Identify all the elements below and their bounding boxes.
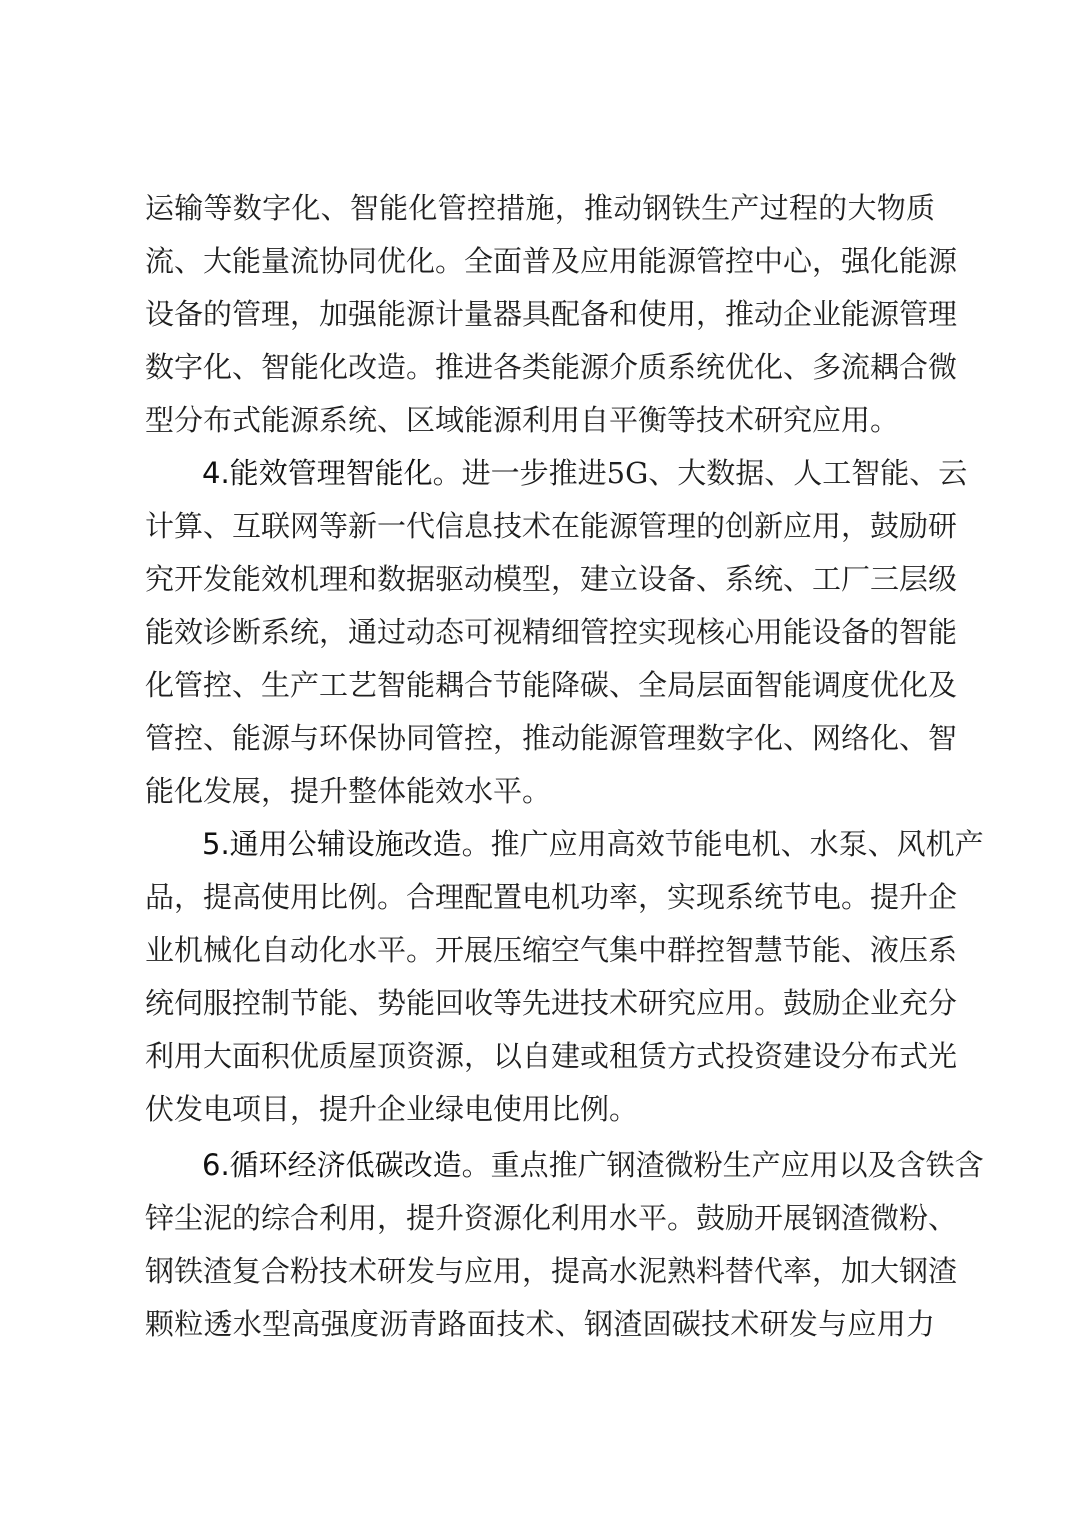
section-4-text: 。进一步推进5G、大数据、人工智能、云 (432, 456, 968, 490)
section-6-text: 。重点推广钢渣微粉生产应用以及含铁含 (461, 1148, 984, 1182)
paragraph-line: 钢铁渣复合粉技术研发与应用，提高水泥熟料替代率，加大钢渣 (145, 1254, 958, 1288)
section-6-first-line (202, 1139, 984, 1192)
paragraph-line: 能效诊断系统，通过动态可视精细管控实现核心用能设备的智能 (145, 615, 958, 649)
paragraph-line: 运输等数字化、智能化管控措施，推动钢铁生产过程的大物质 (145, 191, 935, 225)
paragraph-line: 管控、能源与环保协同管控，推动能源管理数字化、网络化、智 (145, 721, 958, 755)
paragraph-line: 化管控、生产工艺智能耦合节能降碳、全局层面智能调度优化及 (145, 668, 958, 702)
section-5-first-line (202, 818, 984, 871)
paragraph-line: 能化发展，提升整体能效水平。 (145, 774, 552, 808)
section-5-text: 。推广应用高效节能电机、水泵、风机产 (461, 827, 984, 861)
section-6-heading: 6.循环经济低碳改造 (202, 1148, 462, 1182)
section-5-heading: 5.通用公辅设施改造 (202, 827, 462, 861)
paragraph-line: 利用大面积优质屋顶资源，以自建或租赁方式投资建设分布式光 (145, 1039, 958, 1073)
paragraph-line: 业机械化自动化水平。开展压缩空气集中群控智慧节能、液压系 (145, 933, 958, 967)
section-4-heading: 4.能效管理智能化 (202, 456, 433, 490)
paragraph-line: 流、大能量流协同优化。全面普及应用能源管控中心，强化能源 (145, 244, 958, 278)
paragraph-line: 锌尘泥的综合利用，提升资源化利用水平。鼓励开展钢渣微粉、 (145, 1201, 958, 1235)
paragraph-line: 设备的管理，加强能源计量器具配备和使用，推动企业能源管理 (145, 297, 958, 331)
paragraph-line: 颗粒透水型高强度沥青路面技术、钢渣固碳技术研发与应用力 (145, 1307, 935, 1341)
paragraph-line: 统伺服控制节能、势能回收等先进技术研究应用。鼓励企业充分 (145, 986, 958, 1020)
paragraph-line: 计算、互联网等新一代信息技术在能源管理的创新应用，鼓励研 (145, 509, 958, 543)
section-4-first-line (202, 447, 968, 500)
paragraph-line: 品，提高使用比例。合理配置电机功率，实现系统节电。提升企 (145, 880, 958, 914)
paragraph-line: 型分布式能源系统、区域能源利用自平衡等技术研究应用。 (145, 403, 900, 437)
paragraph-line: 伏发电项目，提升企业绿电使用比例。 (145, 1092, 639, 1126)
paragraph-line: 究开发能效机理和数据驱动模型，建立设备、系统、工厂三层级 (145, 562, 958, 596)
paragraph-line: 数字化、智能化改造。推进各类能源介质系统优化、多流耦合微 (145, 350, 958, 384)
